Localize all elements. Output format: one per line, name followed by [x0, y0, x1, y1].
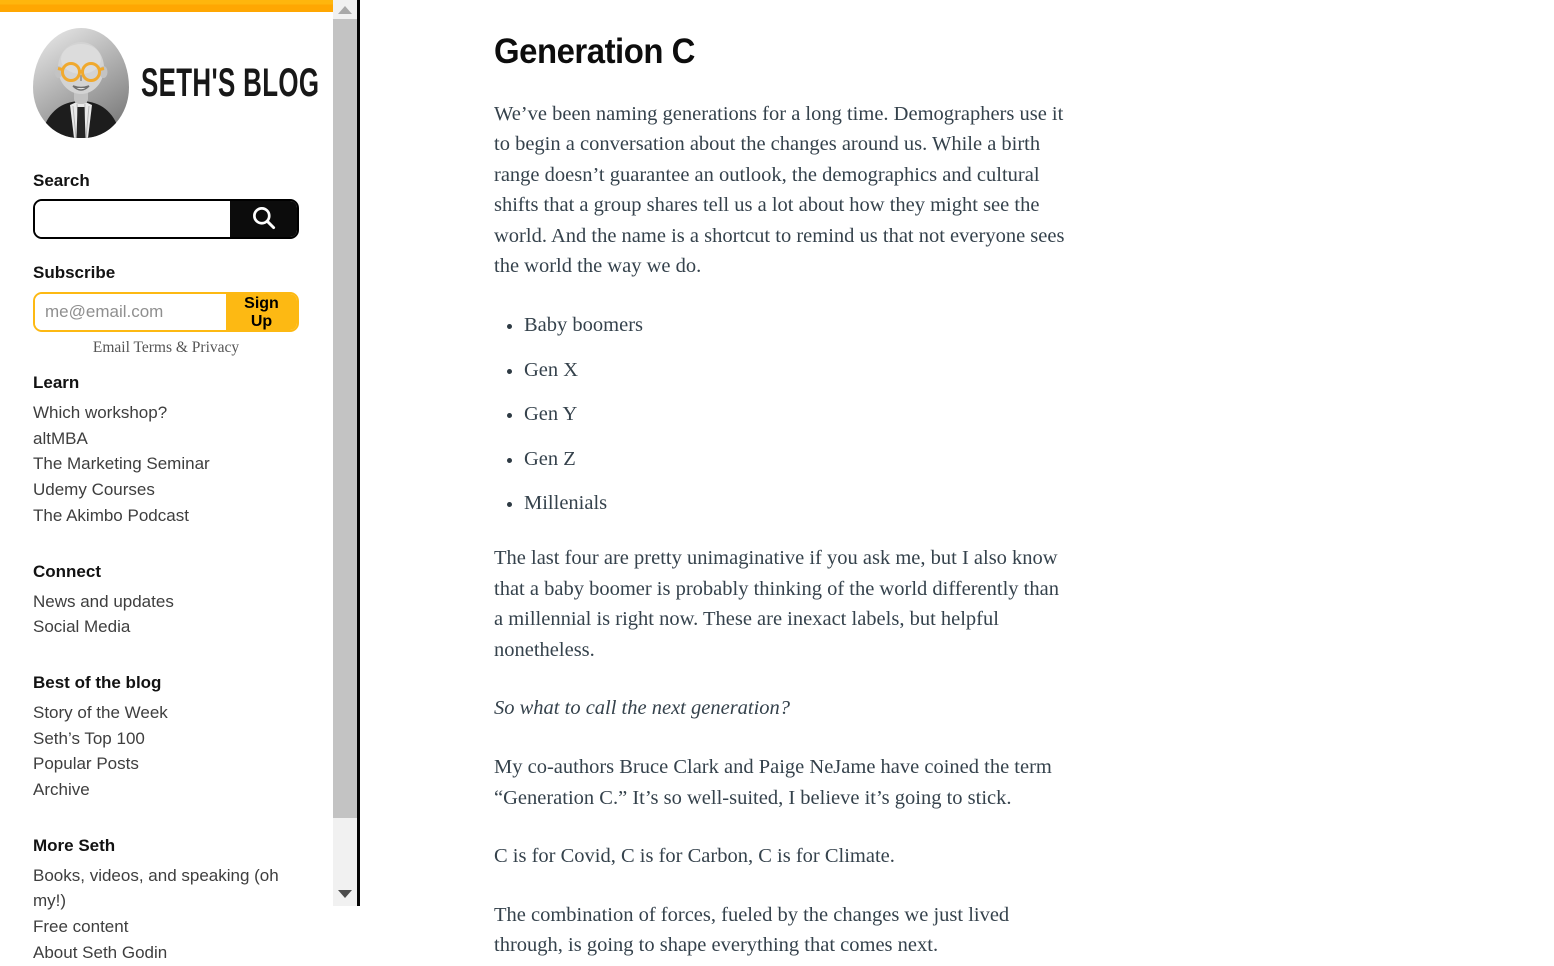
list-item-gen-y: • Gen Y — [524, 399, 1066, 430]
blog-logo[interactable]: SETH'S BLOG — [141, 60, 320, 105]
sidebar-link-about-seth-godin[interactable]: About Seth Godin — [33, 942, 168, 962]
top-accent-bar — [0, 0, 333, 12]
list-item-gen-z: • Gen Z — [524, 444, 1066, 475]
sidebar-link-which-workshop[interactable]: Which workshop? — [33, 403, 168, 422]
article-paragraph-question: So what to call the next generation? — [494, 697, 791, 720]
section-title-more-seth: More Seth — [33, 835, 116, 855]
scrollbar-thumb[interactable] — [333, 19, 357, 818]
search-icon — [250, 204, 277, 234]
sidebar-link-news-updates[interactable]: News and updates — [33, 591, 174, 611]
sidebar-section-connect — [33, 562, 299, 640]
scrollbar-down-button[interactable] — [333, 885, 357, 903]
email-field[interactable] — [35, 294, 226, 330]
up-arrow-icon — [338, 6, 352, 14]
email-terms-privacy-link[interactable]: Email Terms & Privacy — [92, 339, 240, 356]
article-paragraph-coined: My co-authors Bruce Clark and Paige NeJame have coined the term “Generation C.” It’s so well-suited, I believe it’s going to stick. — [494, 756, 1052, 809]
section-title-best-of-blog: Best of the blog — [33, 672, 162, 692]
sidebar-link-seths-top-100[interactable]: Seth’s Top 100 — [33, 728, 145, 748]
sidebar-link-archive[interactable]: Archive — [33, 780, 90, 800]
section-title-connect: Connect — [33, 561, 101, 581]
section-title-learn: Learn — [33, 373, 80, 392]
main-content — [360, 0, 1554, 957]
sidebar-section-more-seth — [33, 836, 299, 966]
page-title: Generation C — [494, 32, 695, 71]
sidebar-link-free-content[interactable]: Free content — [33, 917, 129, 937]
list-item-baby-boomers: • Baby boomers — [524, 310, 1066, 341]
search-input[interactable] — [35, 201, 230, 237]
sidebar-link-popular-posts[interactable]: Popular Posts — [33, 754, 139, 774]
sidebar-scrollbar[interactable] — [333, 0, 357, 906]
article — [494, 0, 1066, 961]
article-paragraph-intro: We’ve been naming generations for a long time. Demographers use it to begin a conversation about the changes around us. While a birth range doesn’t guarantee an outlook, the demographics and cultural shifts that a group shares tell us a lot about how they might see the world. And the name is a shortcut to remind us that not everyone sees the world the way we do. — [494, 102, 1065, 278]
sidebar-link-altmba[interactable]: altMBA — [33, 428, 88, 448]
sidebar-section-best-of-blog — [33, 673, 299, 803]
list-item-millenials: • Millenials — [524, 488, 1066, 519]
down-arrow-icon — [338, 890, 352, 898]
signup-button[interactable]: Sign Up — [226, 294, 297, 330]
article-paragraph-clipped: The combination of forces, fueled by the changes we just lived through, is going to shape everything that comes next. — [494, 903, 1010, 957]
search-box — [33, 199, 299, 239]
blog-brand — [33, 28, 320, 138]
sidebar-link-social-media[interactable]: Social Media — [33, 617, 131, 637]
article-paragraph-c-is-for: C is for Covid, C is for Carbon, C is for Climate. — [494, 845, 895, 868]
avatar[interactable] — [33, 28, 129, 138]
sidebar-link-udemy-courses[interactable]: Udemy Courses — [33, 480, 155, 500]
sidebar-link-akimbo-podcast[interactable]: The Akimbo Podcast — [33, 505, 189, 525]
subscribe-label: Subscribe — [33, 263, 116, 282]
sidebar — [0, 0, 333, 962]
search-label: Search — [33, 171, 90, 190]
generation-list — [494, 310, 1066, 519]
article-paragraph-labels: The last four are pretty unimaginative if you ask me, but I also know that a baby boomer is probably thinking of the world differently than a millennial is right now. These are inexact labels, but helpful nonetheless. — [494, 547, 1059, 661]
sidebar-section-learn — [33, 373, 299, 529]
sidebar-link-marketing-seminar[interactable]: The Marketing Seminar — [33, 454, 210, 474]
list-item-gen-x: • Gen X — [524, 355, 1066, 386]
sidebar-link-books-videos-speaking[interactable]: Books, videos, and speaking (oh my!) — [33, 865, 279, 911]
subscribe-box — [33, 292, 299, 332]
sidebar-link-story-of-week[interactable]: Story of the Week — [33, 702, 168, 722]
scrollbar-up-button[interactable] — [333, 1, 357, 19]
search-button[interactable] — [230, 201, 297, 237]
